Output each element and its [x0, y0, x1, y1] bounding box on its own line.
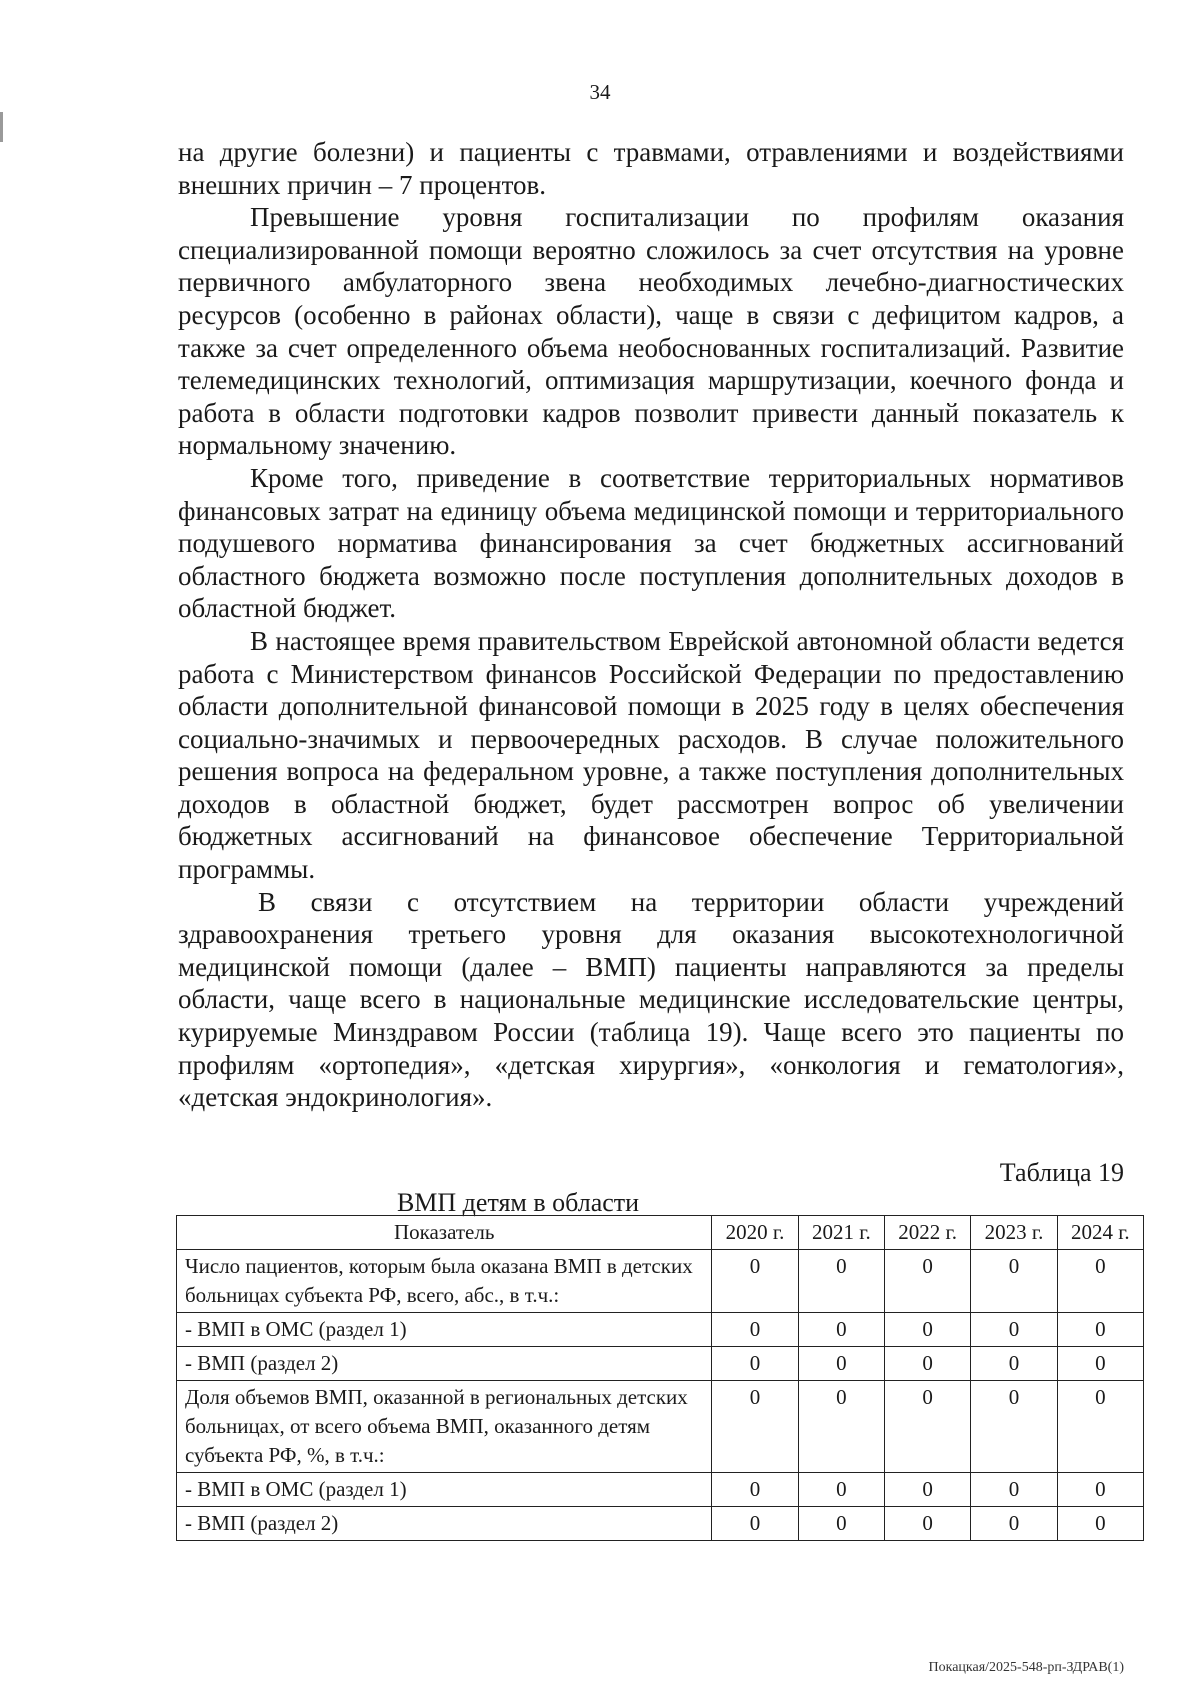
- cell-value: 0: [712, 1250, 798, 1313]
- table-row: [177, 1473, 1144, 1507]
- document-footer-code: Покацкая/2025-548-рп-ЗДРАВ(1): [928, 1660, 1124, 1675]
- cell-value: 0: [1057, 1381, 1143, 1473]
- cell-value: 0: [885, 1473, 971, 1507]
- table-row: [177, 1313, 1144, 1347]
- header-year-2023: 2023 г.: [971, 1216, 1057, 1250]
- paragraph-1: на другие болезни) и пациенты с травмами, отравлениями и воздействиями внешних причин – 7 процентов.: [178, 137, 1124, 200]
- cell-value: 0: [971, 1381, 1057, 1473]
- row-label: - ВМП в ОМС (раздел 1): [177, 1473, 712, 1507]
- cell-value: 0: [798, 1250, 884, 1313]
- row-label: - ВМП (раздел 2): [177, 1347, 712, 1381]
- cell-value: 0: [798, 1347, 884, 1381]
- table-caption: Таблица 19: [999, 1158, 1124, 1187]
- cell-value: 0: [1057, 1507, 1143, 1541]
- paragraph-2: Превышение уровня госпитализации по профилям оказания специализированной помощи вероятно сложилось за счет отсутствия на уровне первичного амбулаторного звена необходимых лечебно-диагностических ресурсов (особенно в районах области), чаще в связи с дефицитом кадров, а также за счет определенного объема необоснованных госпитализаций. Развитие телемедицинских технологий, оптимизация маршрутизации, коечного фонда и работа в области подготовки кадров позволит привести данный показатель к нормальному значению.: [178, 202, 1124, 461]
- cell-value: 0: [798, 1473, 884, 1507]
- cell-value: 0: [885, 1250, 971, 1313]
- header-year-2022: 2022 г.: [885, 1216, 971, 1250]
- table-row: [177, 1507, 1144, 1541]
- paragraph-4: В настоящее время правительством Еврейской автономной области ведется работа с Министерством финансов Российской Федерации по предоставлению области дополнительной финансовой помощи в 2025 году в целях обеспечения социально-значимых и первоочередных расходов. В случае положительного решения вопроса на федеральном уровне, а также поступления дополнительных доходов в областной бюджет, будет рассмотрен вопрос об увеличении бюджетных ассигнований на финансовое обеспечение Территориальной программы.: [178, 625, 1124, 885]
- page-number: 34: [589, 80, 611, 104]
- cell-value: 0: [885, 1313, 971, 1347]
- cell-value: 0: [1057, 1250, 1143, 1313]
- table-header-row: [177, 1216, 1144, 1250]
- cell-value: 0: [1057, 1313, 1143, 1347]
- cell-value: 0: [712, 1381, 798, 1473]
- cell-value: 0: [885, 1507, 971, 1541]
- row-label: - ВМП в ОМС (раздел 1): [177, 1313, 712, 1347]
- table-row: [177, 1250, 1144, 1313]
- cell-value: 0: [971, 1250, 1057, 1313]
- table-title: ВМП детям в области: [396, 1188, 640, 1217]
- cell-value: 0: [971, 1313, 1057, 1347]
- cell-value: 0: [712, 1473, 798, 1507]
- cell-value: 0: [798, 1507, 884, 1541]
- header-year-2021: 2021 г.: [798, 1216, 884, 1250]
- header-year-2024: 2024 г.: [1057, 1216, 1143, 1250]
- table-row: [177, 1381, 1144, 1473]
- document-body: [178, 136, 1124, 1114]
- cell-value: 0: [971, 1473, 1057, 1507]
- cell-value: 0: [798, 1381, 884, 1473]
- cell-value: 0: [885, 1381, 971, 1473]
- header-year-2020: 2020 г.: [712, 1216, 798, 1250]
- vmp-table: [176, 1215, 1144, 1541]
- header-indicator: Показатель: [177, 1216, 712, 1250]
- cell-value: 0: [712, 1507, 798, 1541]
- cell-value: 0: [971, 1347, 1057, 1381]
- row-label: Доля объемов ВМП, оказанной в региональных детских больницах, от всего объема ВМП, оказанного детям субъекта РФ, %, в т.ч.:: [177, 1381, 712, 1473]
- cell-value: 0: [798, 1313, 884, 1347]
- cell-value: 0: [712, 1347, 798, 1381]
- paragraph-5: В связи с отсутствием на территории области учреждений здравоохранения третьего уровня для оказания высокотехнологичной медицинской помощи (далее – ВМП) пациенты направляются за пределы области, чаще всего в национальные медицинские исследовательские центры, курируемые Минздравом России (таблица 19). Чаще всего это пациенты по профилям «ортопедия», «детская хирургия», «онкология и гематология», «детская эндокринология».: [178, 886, 1124, 1113]
- row-label: - ВМП (раздел 2): [177, 1507, 712, 1541]
- cell-value: 0: [1057, 1347, 1143, 1381]
- table-row: [177, 1347, 1144, 1381]
- scan-edge-mark: [0, 112, 3, 142]
- cell-value: 0: [1057, 1473, 1143, 1507]
- paragraph-3: Кроме того, приведение в соответствие территориальных нормативов финансовых затрат на единицу объема медицинской помощи и территориального подушевого норматива финансирования за счет бюджетных ассигнований областного бюджета возможно после поступления дополнительных доходов в областной бюджет.: [178, 462, 1124, 624]
- cell-value: 0: [712, 1313, 798, 1347]
- cell-value: 0: [885, 1347, 971, 1381]
- cell-value: 0: [971, 1507, 1057, 1541]
- row-label: Число пациентов, которым была оказана ВМП в детских больницах субъекта РФ, всего, абс., в т.ч.:: [177, 1250, 712, 1313]
